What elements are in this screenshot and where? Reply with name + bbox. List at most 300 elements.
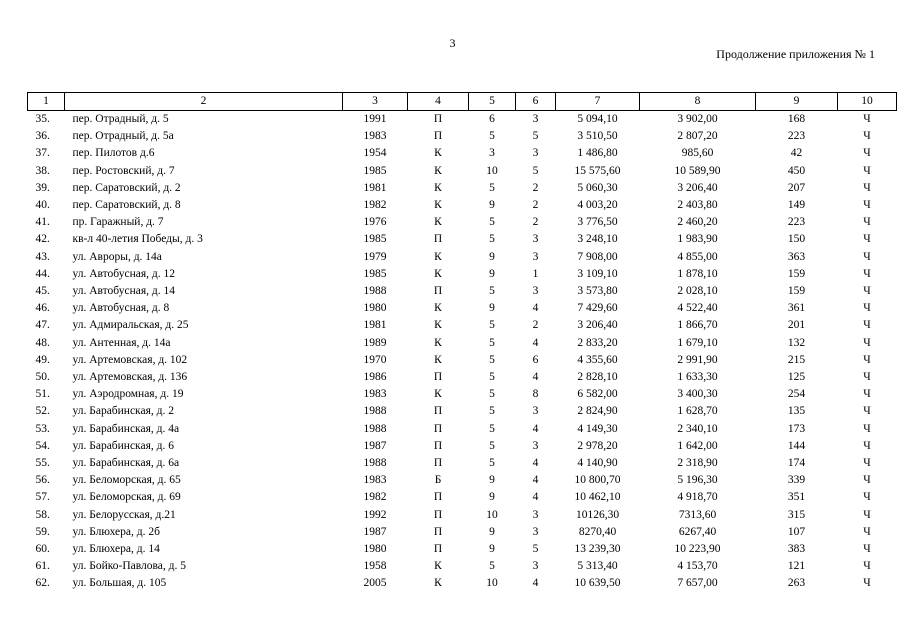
table-cell-col-10: Ч xyxy=(863,164,871,177)
table-cell-col-9: 150 xyxy=(787,233,806,246)
table-cell-col-7: 7 429,60 xyxy=(577,302,618,315)
table-cell-col-7: 3 573,80 xyxy=(577,285,618,298)
table-cell-col-9: 132 xyxy=(787,336,806,349)
table-cell-col-7: 5 094,10 xyxy=(577,113,618,125)
table-cell-col-2: ул. Барабинская, д. 6а xyxy=(72,457,180,470)
table-cell-col-8: 2 460,20 xyxy=(677,216,718,229)
table-cell-col-10: Ч xyxy=(863,405,871,418)
table-cell-col-2: пер. Отрадный, д. 5а xyxy=(72,130,174,143)
table-cell-col-7: 4 149,30 xyxy=(577,422,618,435)
table-cell-col-7: 10 639,50 xyxy=(574,577,621,590)
table-row xyxy=(28,300,897,317)
table-cell-col-8: 3 206,40 xyxy=(677,181,718,194)
table-cell-col-5: 5 xyxy=(489,285,495,298)
table-cell-col-5: 5 xyxy=(489,216,495,229)
table-cell-col-3: 1989 xyxy=(363,336,387,349)
table-cell-col-10: Ч xyxy=(863,250,871,263)
table-cell-col-8: 3 902,00 xyxy=(677,113,718,125)
table-row xyxy=(28,335,897,352)
table-cell-col-9: 361 xyxy=(787,302,806,315)
table-cell-col-1: 42. xyxy=(35,233,50,246)
table-cell-col-2: ул. Беломорская, д. 65 xyxy=(72,474,181,487)
table-cell-col-3: 2005 xyxy=(363,577,387,590)
header-row xyxy=(28,93,897,111)
table-cell-col-1: 54. xyxy=(35,439,50,452)
table-cell-col-10: Ч xyxy=(863,336,871,349)
table-cell-col-10: Ч xyxy=(863,233,871,246)
table-row xyxy=(28,524,897,541)
table-cell-col-8: 6267,40 xyxy=(678,525,717,538)
table-cell-col-3: 1980 xyxy=(363,543,387,556)
table-cell-col-8: 4 918,70 xyxy=(677,491,718,504)
housing-table xyxy=(27,92,897,593)
table-cell-col-1: 48. xyxy=(35,336,50,349)
table-cell-col-10: Ч xyxy=(863,147,871,160)
table-cell-col-8: 4 855,00 xyxy=(677,250,718,263)
table-cell-col-2: пер. Саратовский, д. 2 xyxy=(72,181,181,194)
table-cell-col-7: 3 206,40 xyxy=(577,319,618,332)
table-cell-col-6: 4 xyxy=(532,336,539,349)
table-cell-col-5: 9 xyxy=(489,543,495,556)
table-cell-col-4: К xyxy=(434,147,442,160)
table-cell-col-7: 5 060,30 xyxy=(577,181,618,194)
table-cell-col-3: 1987 xyxy=(363,525,387,538)
table-row xyxy=(28,283,897,300)
table-row xyxy=(28,197,897,214)
table-cell-col-5: 5 xyxy=(489,388,495,401)
table-cell-col-4: П xyxy=(433,508,443,521)
table-cell-col-5: 9 xyxy=(489,267,495,280)
table-row xyxy=(28,145,897,162)
table-cell-col-6: 2 xyxy=(532,216,539,229)
table-cell-col-3: 1981 xyxy=(363,319,387,332)
table-row xyxy=(28,180,897,197)
table-cell-col-9: 201 xyxy=(787,319,806,332)
table-cell-col-9: 383 xyxy=(787,543,806,556)
table-cell-col-7: 3 248,10 xyxy=(577,233,618,246)
table-row xyxy=(28,386,897,403)
table-cell-col-4: К xyxy=(434,267,442,280)
table-row xyxy=(28,489,897,506)
table-cell-col-1: 45. xyxy=(35,285,50,298)
table-cell-col-6: 4 xyxy=(532,371,539,384)
table-cell-col-2: ул. Бойко-Павлова, д. 5 xyxy=(72,560,186,573)
table-cell-col-1: 35. xyxy=(35,113,50,125)
table-cell-col-6: 2 xyxy=(532,199,539,212)
table-cell-col-4: П xyxy=(433,543,443,556)
table-cell-col-2: ул. Автобусная, д. 14 xyxy=(72,285,175,298)
table-cell-col-4: К xyxy=(434,319,442,332)
table-body xyxy=(28,111,897,593)
table-cell-col-1: 41. xyxy=(35,216,50,229)
table-cell-col-3: 1954 xyxy=(363,147,387,160)
table-cell-col-1: 50. xyxy=(35,371,50,384)
table-cell-col-10: Ч xyxy=(863,439,871,452)
table-cell-col-4: П xyxy=(433,233,443,246)
table-cell-col-7: 10 462,10 xyxy=(574,491,621,504)
table-cell-col-5: 5 xyxy=(489,336,495,349)
table-cell-col-1: 56. xyxy=(35,474,50,487)
table-cell-col-10: Ч xyxy=(863,508,871,521)
table-cell-col-7: 8270,40 xyxy=(578,525,617,538)
table-cell-col-6: 3 xyxy=(532,285,539,298)
table-cell-col-2: ул. Блюхера, д. 14 xyxy=(72,543,160,556)
table-cell-col-5: 9 xyxy=(489,250,495,263)
table-cell-col-4: К xyxy=(434,164,442,177)
table-cell-col-6: 4 xyxy=(532,457,539,470)
table-cell-col-5: 5 xyxy=(489,405,495,418)
table-cell-col-3: 1988 xyxy=(363,422,387,435)
table-cell-col-1: 53. xyxy=(35,422,50,435)
table-cell-col-7: 13 239,30 xyxy=(574,543,621,556)
table-row xyxy=(28,438,897,455)
table-cell-col-2: ул. Беломорская, д. 69 xyxy=(72,491,181,504)
table-cell-col-1: 57. xyxy=(35,491,50,504)
table-cell-col-3: 1982 xyxy=(363,199,387,212)
table-cell-col-4: П xyxy=(433,457,443,470)
table-cell-col-1: 58. xyxy=(35,508,50,521)
table-cell-col-6: 4 xyxy=(532,474,539,487)
table-row xyxy=(28,541,897,558)
table-cell-col-10: Ч xyxy=(863,577,871,590)
table-cell-col-1: 39. xyxy=(35,181,50,194)
table-row xyxy=(28,214,897,231)
table-cell-col-5: 10 xyxy=(486,508,498,521)
table-cell-col-8: 7313,60 xyxy=(678,508,717,521)
column-header-4: 4 xyxy=(408,93,469,111)
table-cell-col-10: Ч xyxy=(863,353,871,366)
table-cell-col-4: П xyxy=(433,371,443,384)
table-cell-col-5: 9 xyxy=(489,474,495,487)
table-cell-col-2: ул. Барабинская, д. 4а xyxy=(72,422,180,435)
table-cell-col-9: 125 xyxy=(787,371,806,384)
table-cell-col-5: 3 xyxy=(489,147,495,160)
table-cell-col-3: 1958 xyxy=(363,560,387,573)
table-cell-col-10: Ч xyxy=(863,457,871,470)
table-cell-col-3: 1979 xyxy=(363,250,387,263)
table-cell-col-2: ул. Антенная, д. 14а xyxy=(72,336,171,349)
table-cell-col-9: 168 xyxy=(787,113,806,125)
table-cell-col-6: 8 xyxy=(532,388,539,401)
table-cell-col-9: 363 xyxy=(787,250,806,263)
table-cell-col-9: 135 xyxy=(787,405,806,418)
table-cell-col-2: пер. Ростовский, д. 7 xyxy=(72,164,175,177)
column-header-1: 1 xyxy=(28,93,65,111)
table-cell-col-9: 42 xyxy=(790,147,803,160)
table-cell-col-9: 254 xyxy=(787,388,806,401)
table-cell-col-5: 9 xyxy=(489,199,495,212)
table-cell-col-9: 315 xyxy=(787,508,806,521)
column-header-10: 10 xyxy=(838,93,897,111)
table-cell-col-10: Ч xyxy=(863,302,871,315)
table-cell-col-10: Ч xyxy=(863,130,871,143)
table-cell-col-3: 1982 xyxy=(363,491,387,504)
table-cell-col-8: 2 991,90 xyxy=(677,353,718,366)
table-cell-col-5: 5 xyxy=(489,457,495,470)
table-cell-col-2: ул. Большая, д. 105 xyxy=(72,577,167,590)
column-header-8: 8 xyxy=(640,93,756,111)
table-cell-col-9: 215 xyxy=(787,353,806,366)
table-cell-col-4: К xyxy=(434,336,442,349)
table-cell-col-5: 5 xyxy=(489,233,495,246)
table-cell-col-1: 61. xyxy=(35,560,50,573)
table-cell-col-6: 3 xyxy=(532,250,539,263)
table-cell-col-1: 43. xyxy=(35,250,50,263)
table-cell-col-4: К xyxy=(434,560,442,573)
table-cell-col-4: К xyxy=(434,388,442,401)
table-cell-col-5: 10 xyxy=(486,164,498,177)
table-cell-col-4: П xyxy=(433,439,443,452)
table-cell-col-2: кв-л 40-летия Победы, д. 3 xyxy=(72,233,203,246)
table-cell-col-8: 4 522,40 xyxy=(677,302,718,315)
table-cell-col-10: Ч xyxy=(863,319,871,332)
table-cell-col-6: 3 xyxy=(532,508,539,521)
table-cell-col-9: 121 xyxy=(787,560,806,573)
table-cell-col-8: 10 589,90 xyxy=(674,164,721,177)
table-cell-col-2: ул. Адмиральская, д. 25 xyxy=(72,319,189,332)
table-cell-col-10: Ч xyxy=(863,371,871,384)
table-cell-col-4: К xyxy=(434,302,442,315)
table-cell-col-7: 2 833,20 xyxy=(577,336,618,349)
table-cell-col-8: 1 642,00 xyxy=(677,439,718,452)
table-row xyxy=(28,575,897,592)
table-row xyxy=(28,421,897,438)
table-row xyxy=(28,163,897,180)
table-cell-col-6: 2 xyxy=(532,181,539,194)
table-cell-col-6: 4 xyxy=(532,577,539,590)
table-cell-col-10: Ч xyxy=(863,216,871,229)
table-row xyxy=(28,128,897,145)
table-cell-col-1: 46. xyxy=(35,302,50,315)
table-cell-col-9: 149 xyxy=(787,199,806,212)
table-cell-col-10: Ч xyxy=(863,113,871,125)
table-cell-col-6: 4 xyxy=(532,491,539,504)
table-cell-col-3: 1970 xyxy=(363,353,387,366)
table-cell-col-2: ул. Автобусная, д. 12 xyxy=(72,267,175,280)
table-cell-col-1: 55. xyxy=(35,457,50,470)
table-cell-col-5: 9 xyxy=(489,525,495,538)
table-cell-col-6: 5 xyxy=(532,130,539,143)
table-row xyxy=(28,266,897,283)
table-cell-col-9: 173 xyxy=(787,422,806,435)
table-cell-col-2: ул. Авроры, д. 14а xyxy=(72,250,162,263)
table-cell-col-2: пер. Саратовский, д. 8 xyxy=(72,199,181,212)
table-cell-col-6: 1 xyxy=(532,267,539,280)
column-header-2: 2 xyxy=(65,93,343,111)
table-cell-col-4: К xyxy=(434,216,442,229)
table-cell-col-3: 1981 xyxy=(363,181,387,194)
table-cell-col-10: Ч xyxy=(863,474,871,487)
table-cell-col-4: П xyxy=(433,285,443,298)
table-cell-col-4: П xyxy=(433,130,443,143)
table-cell-col-1: 38. xyxy=(35,164,50,177)
table-cell-col-8: 2 807,20 xyxy=(677,130,718,143)
table-cell-col-6: 3 xyxy=(532,147,539,160)
table-cell-col-4: П xyxy=(433,405,443,418)
table-row xyxy=(28,472,897,489)
table-row xyxy=(28,352,897,369)
table-cell-col-7: 10 800,70 xyxy=(574,474,621,487)
table-cell-col-4: К xyxy=(434,353,442,366)
table-cell-col-7: 2 828,10 xyxy=(577,371,618,384)
column-header-9: 9 xyxy=(756,93,838,111)
table-cell-col-1: 59. xyxy=(35,525,50,538)
table-cell-col-1: 52. xyxy=(35,405,50,418)
table-row xyxy=(28,231,897,248)
table-cell-col-5: 5 xyxy=(489,130,495,143)
table-cell-col-8: 7 657,00 xyxy=(677,577,718,590)
table-cell-col-7: 4 355,60 xyxy=(577,353,618,366)
table-cell-col-6: 3 xyxy=(532,525,539,538)
table-cell-col-9: 174 xyxy=(787,457,806,470)
table-cell-col-5: 9 xyxy=(489,491,495,504)
table-cell-col-6: 4 xyxy=(532,302,539,315)
table-cell-col-2: ул. Автобусная, д. 8 xyxy=(72,302,170,315)
table-cell-col-8: 2 340,10 xyxy=(677,422,718,435)
table-cell-col-10: Ч xyxy=(863,199,871,212)
table-cell-col-3: 1988 xyxy=(363,405,387,418)
table-cell-col-2: пер. Отрадный, д. 5 xyxy=(72,113,169,125)
table-cell-col-10: Ч xyxy=(863,422,871,435)
table-cell-col-8: 4 153,70 xyxy=(677,560,718,573)
table-cell-col-10: Ч xyxy=(863,491,871,504)
table-cell-col-3: 1983 xyxy=(363,388,387,401)
table-cell-col-4: П xyxy=(433,491,443,504)
table-cell-col-9: 223 xyxy=(787,216,806,229)
table-cell-col-10: Ч xyxy=(863,285,871,298)
table-cell-col-2: ул. Артемовская, д. 102 xyxy=(72,353,188,366)
table-cell-col-8: 1 866,70 xyxy=(677,319,718,332)
table-cell-col-4: П xyxy=(433,422,443,435)
table-cell-col-1: 51. xyxy=(35,388,50,401)
table-cell-col-4: К xyxy=(434,181,442,194)
table-row xyxy=(28,558,897,575)
table-cell-col-2: пер. Пилотов д.6 xyxy=(72,147,155,160)
table-cell-col-9: 263 xyxy=(787,577,806,590)
table-row xyxy=(28,403,897,420)
table-cell-col-1: 47. xyxy=(35,319,50,332)
table-cell-col-1: 37. xyxy=(35,147,50,160)
table-cell-col-6: 2 xyxy=(532,319,539,332)
table-cell-col-5: 5 xyxy=(489,422,495,435)
table-cell-col-8: 1 878,10 xyxy=(677,267,718,280)
page-number: 3 xyxy=(449,36,456,50)
table-cell-col-7: 2 824,90 xyxy=(577,405,618,418)
table-cell-col-9: 339 xyxy=(787,474,806,487)
table-cell-col-3: 1985 xyxy=(363,233,387,246)
table-cell-col-6: 3 xyxy=(532,113,539,125)
table-cell-col-4: Б xyxy=(434,474,442,487)
table-cell-col-5: 5 xyxy=(489,181,495,194)
table-cell-col-3: 1991 xyxy=(363,113,387,125)
table-cell-col-8: 985,60 xyxy=(681,147,714,160)
table-cell-col-6: 3 xyxy=(532,405,539,418)
table-cell-col-3: 1988 xyxy=(363,457,387,470)
table-cell-col-7: 1 486,80 xyxy=(577,147,618,160)
table-cell-col-2: ул. Барабинская, д. 2 xyxy=(72,405,174,418)
table-cell-col-6: 5 xyxy=(532,164,539,177)
table-cell-col-3: 1983 xyxy=(363,474,387,487)
table-cell-col-8: 1 679,10 xyxy=(677,336,718,349)
table-cell-col-10: Ч xyxy=(863,267,871,280)
table-cell-col-3: 1992 xyxy=(363,508,387,521)
column-header-6: 6 xyxy=(516,93,556,111)
table-cell-col-6: 6 xyxy=(532,353,539,366)
table-cell-col-3: 1983 xyxy=(363,130,387,143)
column-header-5: 5 xyxy=(469,93,516,111)
table-cell-col-2: пр. Гаражный, д. 7 xyxy=(72,216,164,229)
table-cell-col-3: 1986 xyxy=(363,371,387,384)
table-cell-col-5: 6 xyxy=(489,113,495,125)
table-cell-col-1: 36. xyxy=(35,130,50,143)
table-cell-col-4: П xyxy=(433,525,443,538)
table-cell-col-4: К xyxy=(434,250,442,263)
table-cell-col-7: 15 575,60 xyxy=(574,164,621,177)
table-row xyxy=(28,111,897,129)
table-row xyxy=(28,507,897,524)
table-cell-col-7: 7 908,00 xyxy=(577,250,618,263)
table-cell-col-8: 5 196,30 xyxy=(677,474,718,487)
table-cell-col-7: 3 776,50 xyxy=(577,216,618,229)
table-cell-col-4: К xyxy=(434,577,442,590)
table-row xyxy=(28,249,897,266)
table-cell-col-6: 4 xyxy=(532,422,539,435)
table-cell-col-2: ул. Блюхера, д. 2б xyxy=(72,525,160,538)
table-cell-col-4: К xyxy=(434,199,442,212)
table-cell-col-9: 351 xyxy=(787,491,806,504)
table-cell-col-3: 1976 xyxy=(363,216,387,229)
table-cell-col-5: 5 xyxy=(489,353,495,366)
table-cell-col-3: 1987 xyxy=(363,439,387,452)
table-cell-col-7: 3 510,50 xyxy=(577,130,618,143)
table-cell-col-8: 1 983,90 xyxy=(677,233,718,246)
table-cell-col-7: 4 003,20 xyxy=(577,199,618,212)
table-cell-col-8: 2 403,80 xyxy=(677,199,718,212)
table-cell-col-8: 10 223,90 xyxy=(674,543,721,556)
continuation-label: Продолжение приложения № 1 xyxy=(716,47,875,61)
table-cell-col-9: 450 xyxy=(787,164,806,177)
table-cell-col-5: 5 xyxy=(489,371,495,384)
table-cell-col-6: 3 xyxy=(532,439,539,452)
column-header-7: 7 xyxy=(556,93,640,111)
table-cell-col-1: 44. xyxy=(35,267,50,280)
table-cell-col-9: 107 xyxy=(787,525,806,538)
table-cell-col-7: 2 978,20 xyxy=(577,439,618,452)
table-cell-col-10: Ч xyxy=(863,560,871,573)
table-cell-col-8: 3 400,30 xyxy=(677,388,718,401)
table-row xyxy=(28,317,897,334)
table-cell-col-10: Ч xyxy=(863,543,871,556)
table-cell-col-7: 6 582,00 xyxy=(577,388,618,401)
table-cell-col-2: ул. Барабинская, д. 6 xyxy=(72,439,174,452)
table-cell-col-6: 5 xyxy=(532,543,539,556)
table-cell-col-5: 10 xyxy=(486,577,498,590)
table-cell-col-9: 159 xyxy=(787,285,806,298)
table-cell-col-1: 40. xyxy=(35,199,50,212)
table-cell-col-4: П xyxy=(433,113,443,125)
table-cell-col-7: 5 313,40 xyxy=(577,560,618,573)
table-cell-col-7: 4 140,90 xyxy=(577,457,618,470)
table-cell-col-6: 3 xyxy=(532,233,539,246)
table-cell-col-8: 2 318,90 xyxy=(677,457,718,470)
table-cell-col-2: ул. Артемовская, д. 136 xyxy=(72,371,188,384)
table-cell-col-9: 144 xyxy=(787,439,806,452)
table-cell-col-5: 5 xyxy=(489,319,495,332)
table-cell-col-7: 10126,30 xyxy=(575,508,620,521)
table-cell-col-3: 1988 xyxy=(363,285,387,298)
table-cell-col-1: 62. xyxy=(35,577,50,590)
table-cell-col-9: 159 xyxy=(787,267,806,280)
